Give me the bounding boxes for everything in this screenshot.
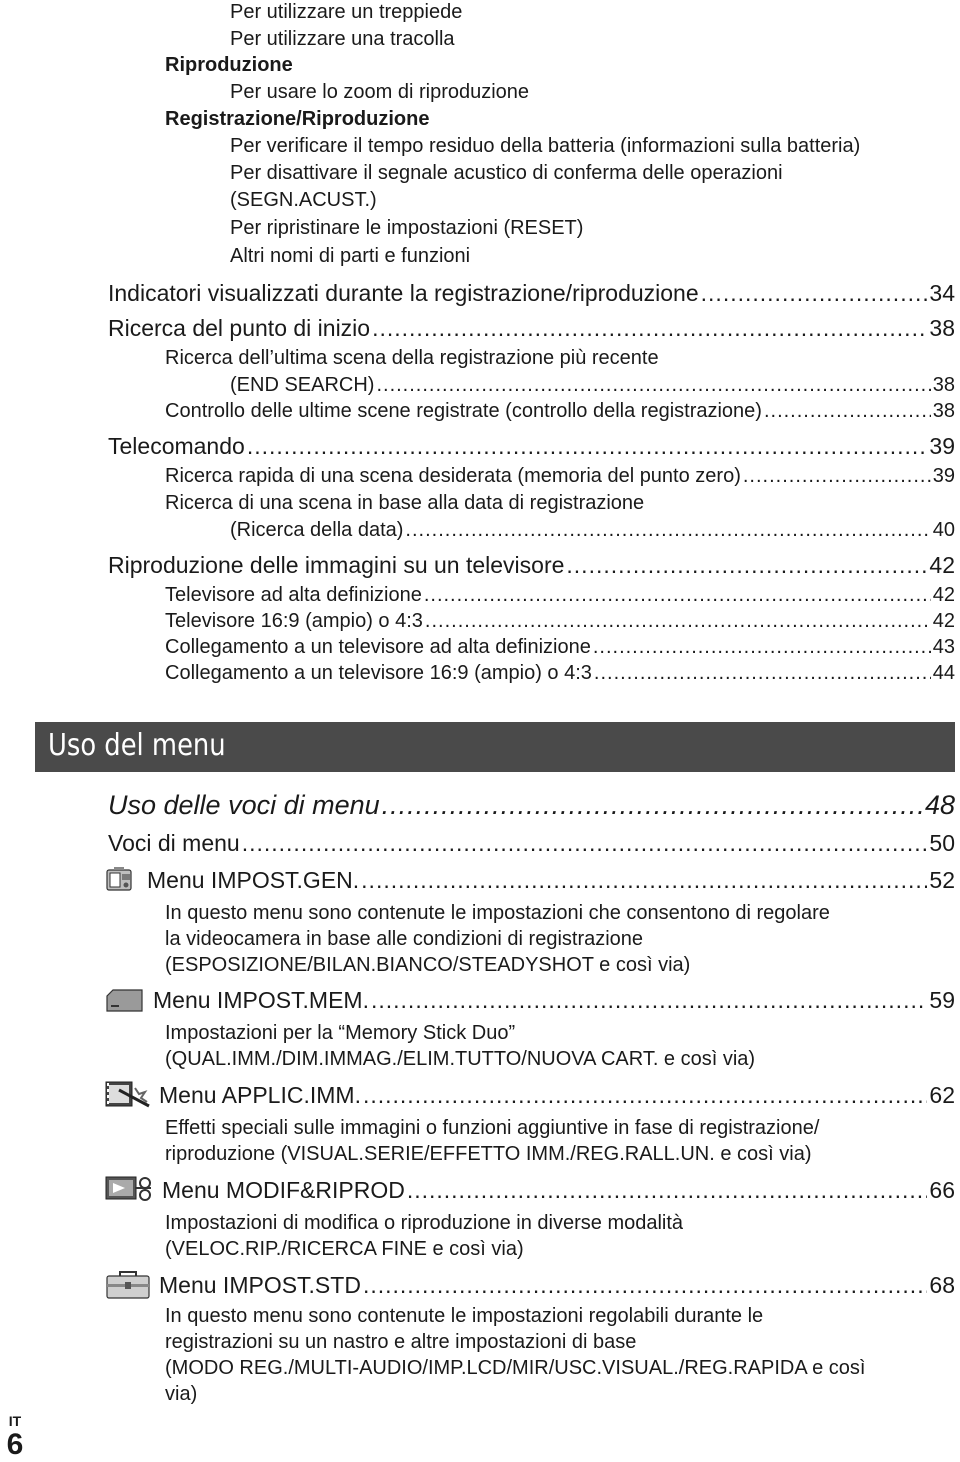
leader-dots — [363, 1082, 927, 1109]
toc-entry-page: 48 — [924, 790, 955, 820]
toc-entry-page: 62 — [929, 1082, 955, 1108]
toc-subentry[interactable] — [230, 519, 955, 542]
toc-entry-label: Televisore 16:9 (ampio) o 4:3 — [165, 610, 423, 632]
toc-line: Per disattivare il segnale acustico di conferma delle operazioni — [230, 162, 783, 184]
menu-description: (MODO REG./MULTI-AUDIO/IMP.LCD/MIR/USC.VISUAL./REG.RAPIDA e così — [165, 1357, 866, 1379]
toc-entry-label: Controllo delle ultime scene registrate (controllo della registrazione) — [165, 400, 762, 422]
leader-dots — [247, 433, 928, 460]
toc-entry[interactable] — [108, 433, 955, 460]
toc-entry-page: 38 — [929, 315, 955, 341]
menu-description: via) — [165, 1383, 198, 1405]
leader-dots — [743, 465, 931, 488]
menu-heading-entry[interactable] — [108, 790, 955, 821]
toc-entry-label: Ricerca rapida di una scena desiderata (memoria del punto zero) — [165, 465, 741, 487]
menu-description: Impostazioni per la “Memory Stick Duo” — [165, 1022, 516, 1044]
menu-entry[interactable] — [159, 1082, 955, 1109]
toc-entry-label: Ricerca del punto di inizio — [108, 315, 371, 341]
leader-dots — [407, 1177, 928, 1204]
toc-entry-page: 42 — [929, 552, 955, 578]
toc-entry-page: 59 — [929, 987, 955, 1013]
toc-entry-label: Telecomando — [108, 433, 245, 459]
toc-subentry[interactable] — [165, 636, 955, 659]
menu-description: (VELOC.RIP./RICERCA FINE e così via) — [165, 1238, 524, 1260]
toc-entry-page: 50 — [929, 830, 955, 856]
edit-playback-icon — [105, 1175, 155, 1203]
section-banner — [35, 722, 955, 772]
toc-entry[interactable] — [108, 315, 955, 342]
toc-entry-page: 34 — [929, 280, 955, 306]
banner-title: Uso del menu — [48, 728, 226, 763]
toc-entry-label: Indicatori visualizzati durante la registrazione/riproduzione — [108, 280, 699, 306]
leader-dots — [594, 662, 931, 685]
toc-line: (SEGN.ACUST.) — [230, 189, 377, 211]
camera-settings-icon — [106, 866, 136, 892]
memory-card-icon — [106, 987, 144, 1013]
toc-entry-label: Menu IMPOST.MEM. — [153, 987, 369, 1013]
toc-entry-label: Menu MODIF&RIPROD — [162, 1177, 405, 1203]
toc-subentry[interactable] — [165, 465, 955, 488]
toc-entry-page: 39 — [929, 433, 955, 459]
toc-line: Per utilizzare un treppiede — [230, 1, 463, 23]
leader-dots — [361, 867, 927, 894]
menu-description: registrazioni su un nastro e altre impostazioni di base — [165, 1331, 637, 1353]
leader-dots — [424, 584, 931, 607]
toc-subentry[interactable] — [165, 610, 955, 633]
leader-dots — [405, 519, 930, 542]
toc-entry-page: 38 — [932, 374, 955, 396]
menu-description: In questo menu sono contenute le impostazioni che consentono di regolare — [165, 902, 830, 924]
leader-dots — [425, 610, 931, 633]
menu-entry[interactable] — [147, 867, 955, 894]
toc-entry[interactable] — [108, 830, 955, 857]
toc-entry-label: Uso delle voci di menu — [108, 790, 380, 820]
toc-entry-label: Menu IMPOST.GEN. — [147, 867, 360, 893]
toc-entry-page: 66 — [929, 1177, 955, 1203]
toc-entry-page: 38 — [932, 400, 955, 422]
menu-description: In questo menu sono contenute le impostazioni regolabili durante le — [165, 1305, 764, 1327]
toc-subentry-label: Ricerca di una scena in base alla data di registrazione — [165, 492, 645, 514]
leader-dots — [371, 987, 927, 1014]
leader-dots — [566, 552, 927, 579]
toc-line: Per verificare il tempo residuo della batteria (informazioni sulla batteria) — [230, 135, 861, 157]
toc-entry-page: 44 — [932, 662, 955, 684]
toc-entry-label: Menu IMPOST.STD — [159, 1272, 361, 1298]
leader-dots — [701, 280, 928, 307]
menu-description: la videocamera in base alle condizioni di registrazione — [165, 928, 644, 950]
toc-entry-page: 42 — [932, 584, 955, 606]
toc-entry-label: (Ricerca della data) — [230, 519, 404, 541]
toc-entry-page: 68 — [929, 1272, 955, 1298]
toolbox-icon — [106, 1270, 150, 1300]
toc-subentry[interactable] — [165, 400, 955, 423]
toc-entry-label: (END SEARCH) — [230, 374, 375, 396]
film-effects-icon — [105, 1080, 151, 1110]
toc-line: Per utilizzare una tracolla — [230, 28, 455, 50]
menu-entry[interactable] — [162, 1177, 955, 1204]
toc-subentry[interactable] — [230, 374, 955, 397]
toc-entry-label: Voci di menu — [108, 830, 240, 856]
toc-entry-label: Collegamento a un televisore 16:9 (ampio) o 4:3 — [165, 662, 592, 684]
menu-description: Effetti speciali sulle immagini o funzioni aggiuntive in fase di registrazione/ — [165, 1117, 820, 1139]
toc-line: Per usare lo zoom di riproduzione — [230, 81, 530, 103]
toc-subentry-label: Ricerca dell’ultima scena della registrazione più recente — [165, 347, 659, 369]
section-heading: Registrazione/Riproduzione — [165, 108, 430, 130]
menu-entry[interactable] — [159, 1272, 955, 1299]
leader-dots — [382, 790, 923, 821]
toc-entry[interactable] — [108, 280, 955, 307]
toc-entry-page: 42 — [932, 610, 955, 632]
toc-entry-label: Televisore ad alta definizione — [165, 584, 422, 606]
menu-description: (QUAL.IMM./DIM.IMMAG./ELIM.TUTTO/NUOVA CART. e così via) — [165, 1048, 756, 1070]
leader-dots — [376, 374, 930, 397]
toc-entry-page: 40 — [932, 519, 955, 541]
toc-entry-page: 39 — [932, 465, 955, 487]
toc-subentry[interactable] — [165, 584, 955, 607]
toc-line: Altri nomi di parti e funzioni — [230, 245, 471, 267]
toc-entry[interactable] — [108, 552, 955, 579]
toc-entry-label: Collegamento a un televisore ad alta definizione — [165, 636, 591, 658]
section-heading: Riproduzione — [165, 54, 293, 76]
toc-entry-label: Riproduzione delle immagini su un televisore — [108, 552, 565, 578]
leader-dots — [242, 830, 928, 857]
menu-description: Impostazioni di modifica o riproduzione in diverse modalità — [165, 1212, 684, 1234]
menu-description: riproduzione (VISUAL.SERIE/EFFETTO IMM./REG.RALL.UN. e così via) — [165, 1143, 812, 1165]
menu-description: (ESPOSIZIONE/BILAN.BIANCO/STEADYSHOT e così via) — [165, 954, 691, 976]
toc-entry-label: Menu APPLIC.IMM. — [159, 1082, 361, 1108]
toc-line: Per ripristinare le impostazioni (RESET) — [230, 217, 584, 239]
language-code: IT — [8, 1413, 22, 1429]
toc-entry-page: 43 — [932, 636, 955, 658]
leader-dots — [593, 636, 931, 659]
page-number: 6 — [6, 1428, 24, 1461]
leader-dots — [363, 1272, 927, 1299]
leader-dots — [372, 315, 927, 342]
leader-dots — [764, 400, 931, 423]
menu-entry[interactable] — [153, 987, 955, 1014]
toc-entry-page: 52 — [929, 867, 955, 893]
toc-subentry[interactable] — [165, 662, 955, 685]
